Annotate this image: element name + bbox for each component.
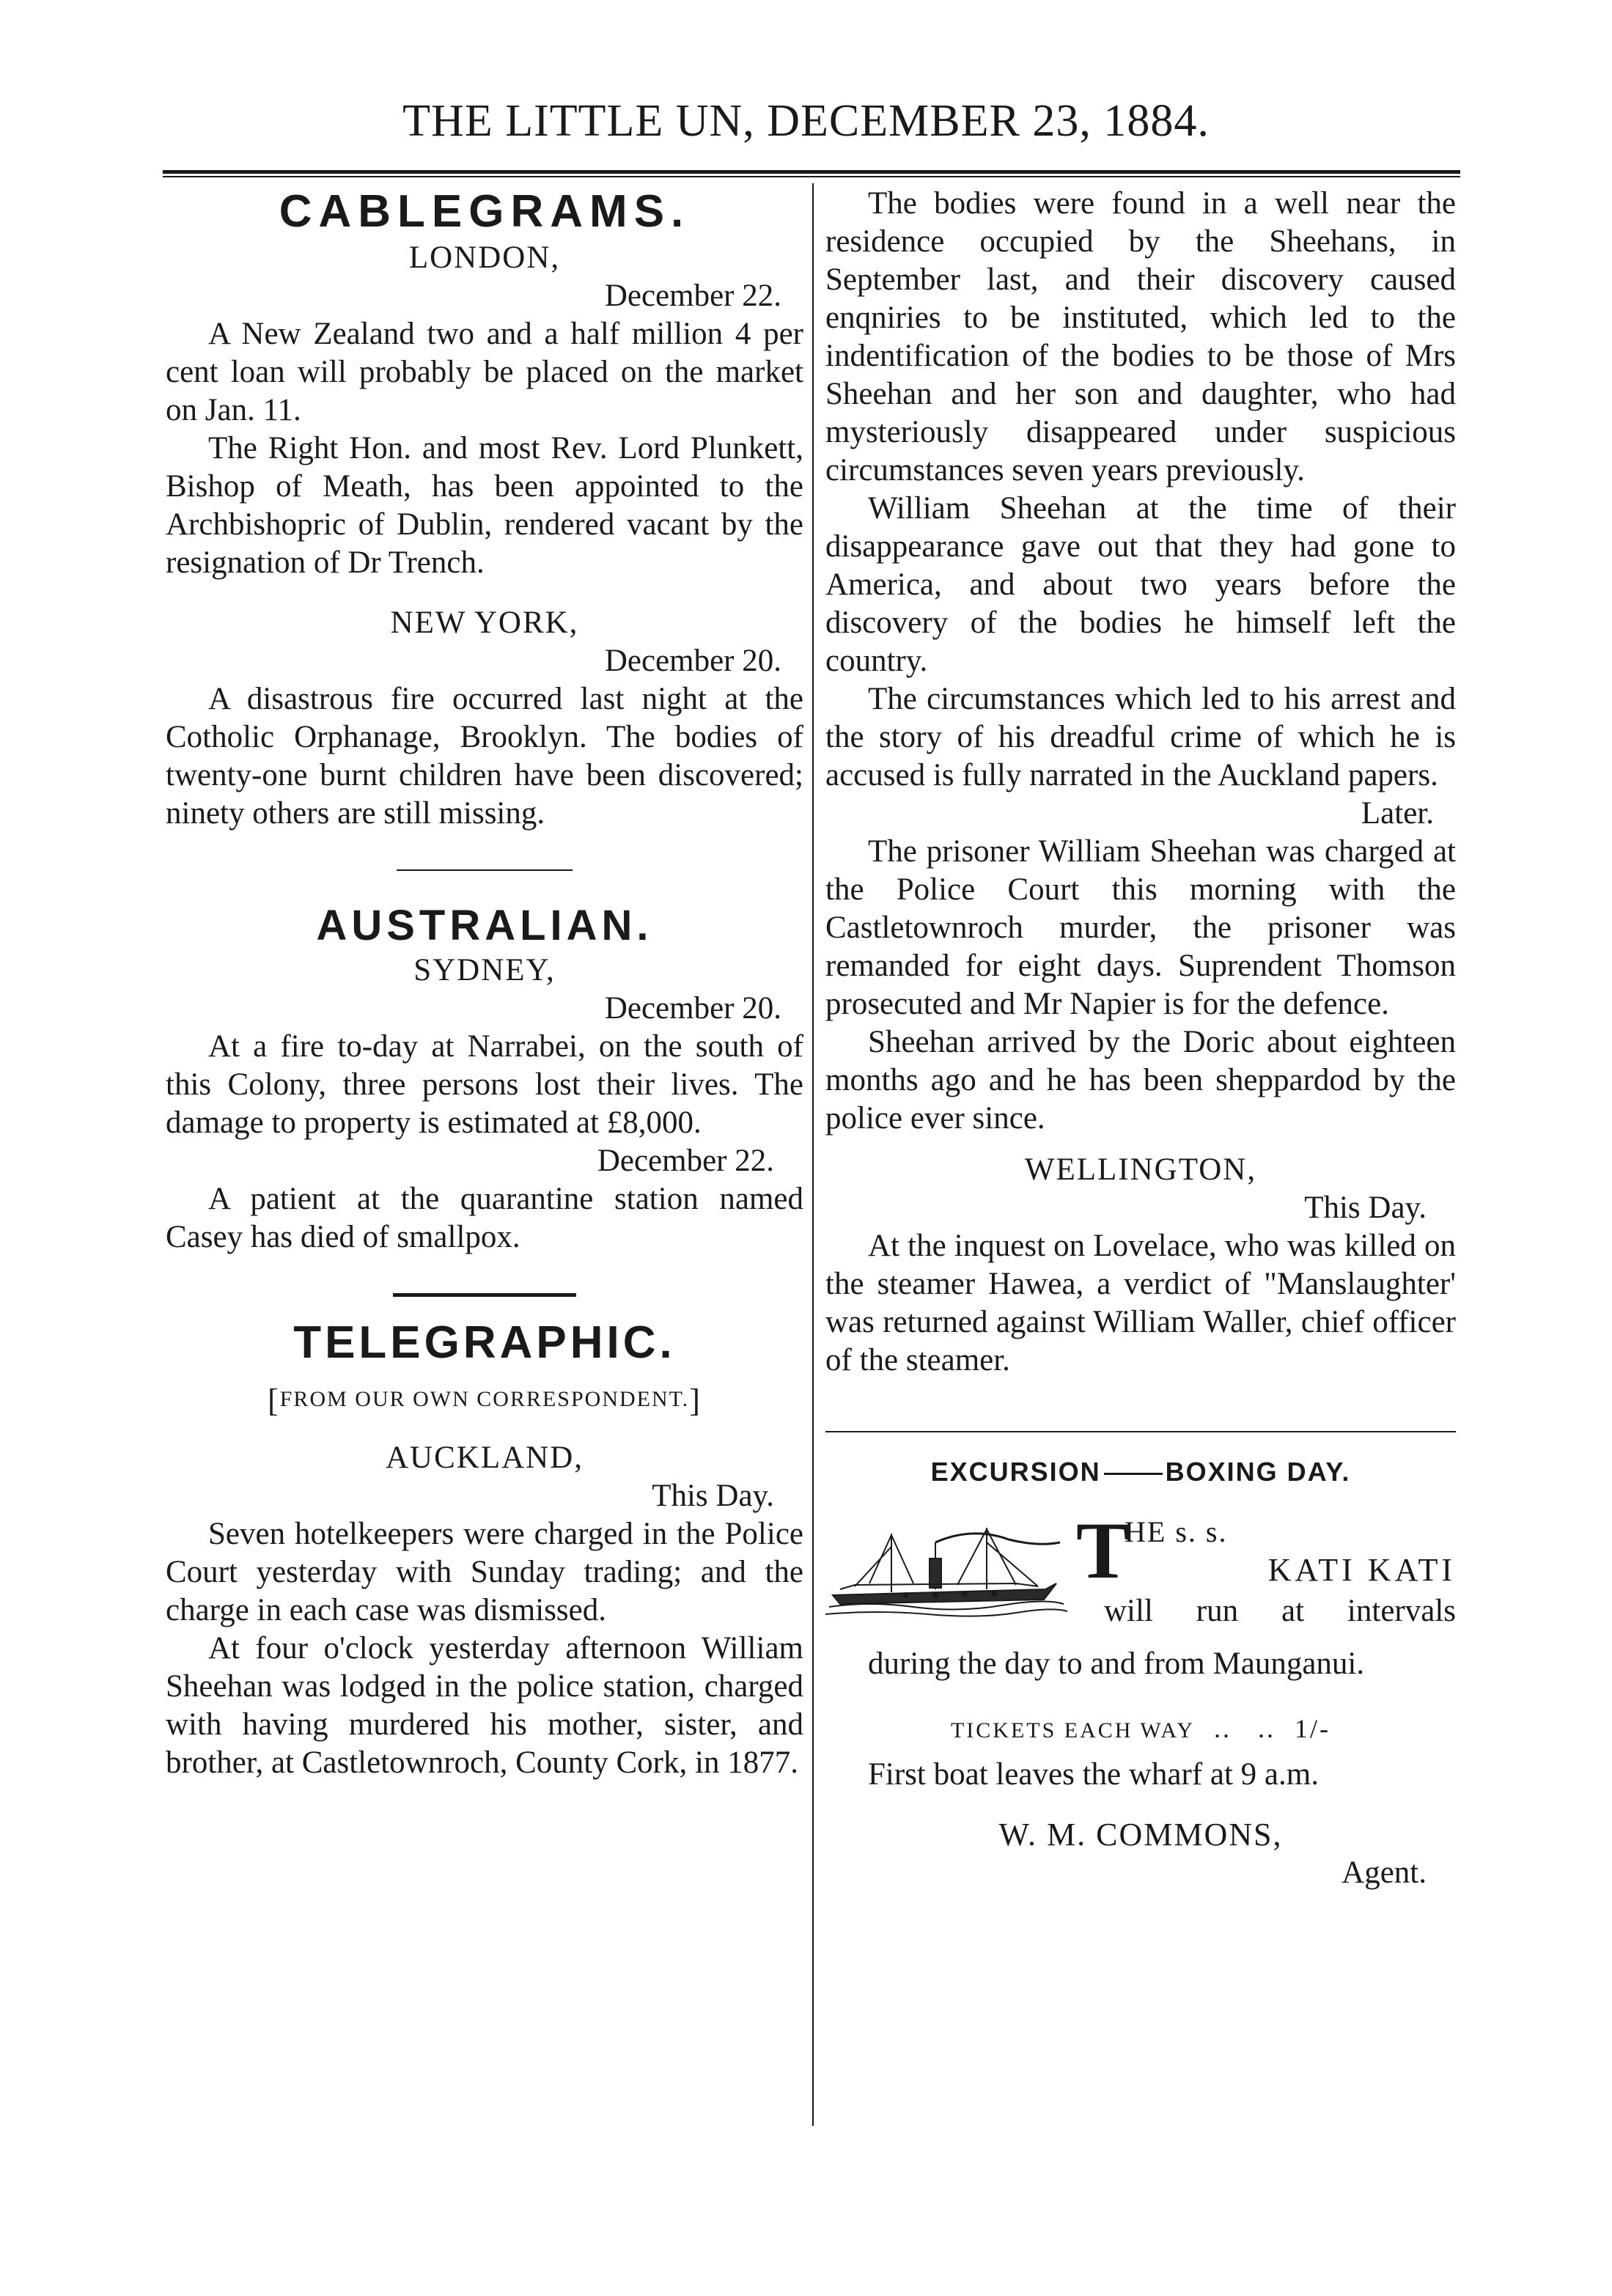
article-paragraph: At the inquest on Lovelace, who was killed on the steamer Hawea, a verdict of "Manslaughter' was returned against William Waller, chief officer of the steamer.: [825, 1229, 1456, 1377]
correspondent-text: FROM OUR OWN CORRESPONDENT.: [279, 1387, 690, 1411]
dateline-place-auckland: AUCKLAND,: [385, 1440, 584, 1476]
steamship-illustration: [825, 1513, 1067, 1623]
article-paragraph: The bodies were found in a well near the residence occupied by the Sheehans, in September last, and their discovery caused enqniries to be instituted, which led to the indentification of the bodies to be those of Mrs Sheehan and her son and daughter, who had mysteriously disappeared under suspicious circumstances seven years previously.: [825, 186, 1456, 487]
article-paragraph: At four o'clock yesterday afternoon William Sheehan was lodged in the police station, charged with having murdered his mother, sister, and brother, at Castletownroch, County Cork, in 1877.: [166, 1631, 803, 1781]
masthead-rule: [163, 170, 1460, 174]
advertisement-body: [825, 1506, 1456, 1645]
tickets-leader: .. ..: [1214, 1714, 1276, 1743]
ad-heading-right: BOXING DAY.: [1165, 1457, 1351, 1487]
dateline-place-london: LONDON,: [408, 240, 561, 275]
dateline-date: December 20.: [604, 991, 781, 1026]
correspondent-line: [FROM OUR OWN CORRESPONDENT.]: [268, 1383, 702, 1419]
dateline-place-sydney: SYDNEY,: [413, 953, 556, 987]
ad-agent-role: Agent.: [1342, 1855, 1427, 1890]
tickets-price: 1/-: [1295, 1714, 1331, 1743]
advertisement-rule: [825, 1431, 1456, 1432]
article-paragraph: William Sheehan at the time of their disappearance gave out that they had gone to America, and about two years before the discovery of the bodies he himself left the country.: [825, 491, 1456, 678]
advertisement-heading: [825, 1453, 1456, 1491]
dateline-place-new-york: NEW YORK,: [390, 606, 579, 640]
ad-agent-name: W. M. COMMONS,: [998, 1817, 1283, 1852]
article-paragraph: A New Zealand two and a half million 4 per cent loan will probably be placed on the market on Jan. 11.: [166, 317, 803, 427]
article-paragraph: A disastrous fire occurred last night at the Cotholic Orphanage, Brooklyn. The bodies of twenty-one burnt children have been discovered; ninety others are still missing.: [166, 682, 803, 831]
left-column: [166, 185, 803, 1782]
right-column: [825, 185, 1456, 1892]
masthead: THE LITTLE UN, DECEMBER 23, 1884.: [402, 96, 1210, 146]
article-paragraph: Sheehan arrived by the Doric about eighteen months ago and he has been sheppardod by the police ever since.: [825, 1025, 1456, 1136]
dateline-place-wellington: WELLINGTON,: [1024, 1152, 1257, 1187]
article-paragraph: Seven hotelkeepers were charged in the Police Court yesterday with Sunday trading; and the charge in each case was dismissed.: [166, 1517, 803, 1628]
ad-first-boat: First boat leaves the wharf at 9 a.m.: [868, 1757, 1319, 1792]
ad-during-text: during the day to and from Maunganui.: [868, 1646, 1365, 1681]
dateline-date: December 22.: [604, 279, 781, 313]
tickets-label: TICKETS EACH WAY: [950, 1718, 1195, 1743]
ad-ship-name: KATI KATI: [1267, 1552, 1456, 1588]
masthead-rule-thin: [163, 176, 1460, 177]
ad-heading-left: EXCURSION: [930, 1457, 1101, 1487]
dateline-date: December 20.: [604, 644, 781, 678]
ad-tickets: [825, 1710, 1456, 1750]
cablegrams-heading: CABLEGRAMS.: [279, 186, 691, 237]
telegraphic-heading: TELEGRAPHIC.: [293, 1317, 676, 1368]
article-paragraph: The circumstances which led to his arrest and the story of his dreadful crime of which he is accused is fully narrated in the Auckland papers.: [825, 682, 1456, 792]
article-paragraph: At a fire to-day at Narrabei, on the south of this Colony, three persons lost their lives. The damage to property is estimated at £8,000.: [166, 1029, 803, 1140]
dateline-date: This Day.: [1304, 1191, 1427, 1225]
article-paragraph: A patient at the quarantine station named Casey has died of smallpox.: [166, 1182, 803, 1254]
later-marker: Later.: [1361, 796, 1434, 831]
article-paragraph: The Right Hon. and most Rev. Lord Plunkett, Bishop of Meath, has been appointed to the Archbishopric of Dublin, rendered vacant by the resignation of Dr Trench.: [166, 431, 803, 580]
drop-cap: T: [1076, 1506, 1130, 1595]
ad-ship-prefix: HE s. s.: [1125, 1515, 1228, 1548]
australian-heading: AUSTRALIAN.: [316, 902, 653, 949]
column-divider: [812, 183, 814, 2126]
section-rule: [393, 1293, 576, 1297]
dateline-date: December 22.: [597, 1144, 774, 1178]
ad-run-text: will run at intervals: [1104, 1594, 1456, 1628]
section-rule: [397, 869, 573, 871]
article-paragraph: The prisoner William Sheehan was charged at the Police Court this morning with the Castletownroch murder, the prisoner was remanded for eight days. Suprendent Thomson prosecuted and Mr Napier is for the defence.: [825, 834, 1456, 1021]
dateline-date: This Day.: [652, 1479, 774, 1514]
